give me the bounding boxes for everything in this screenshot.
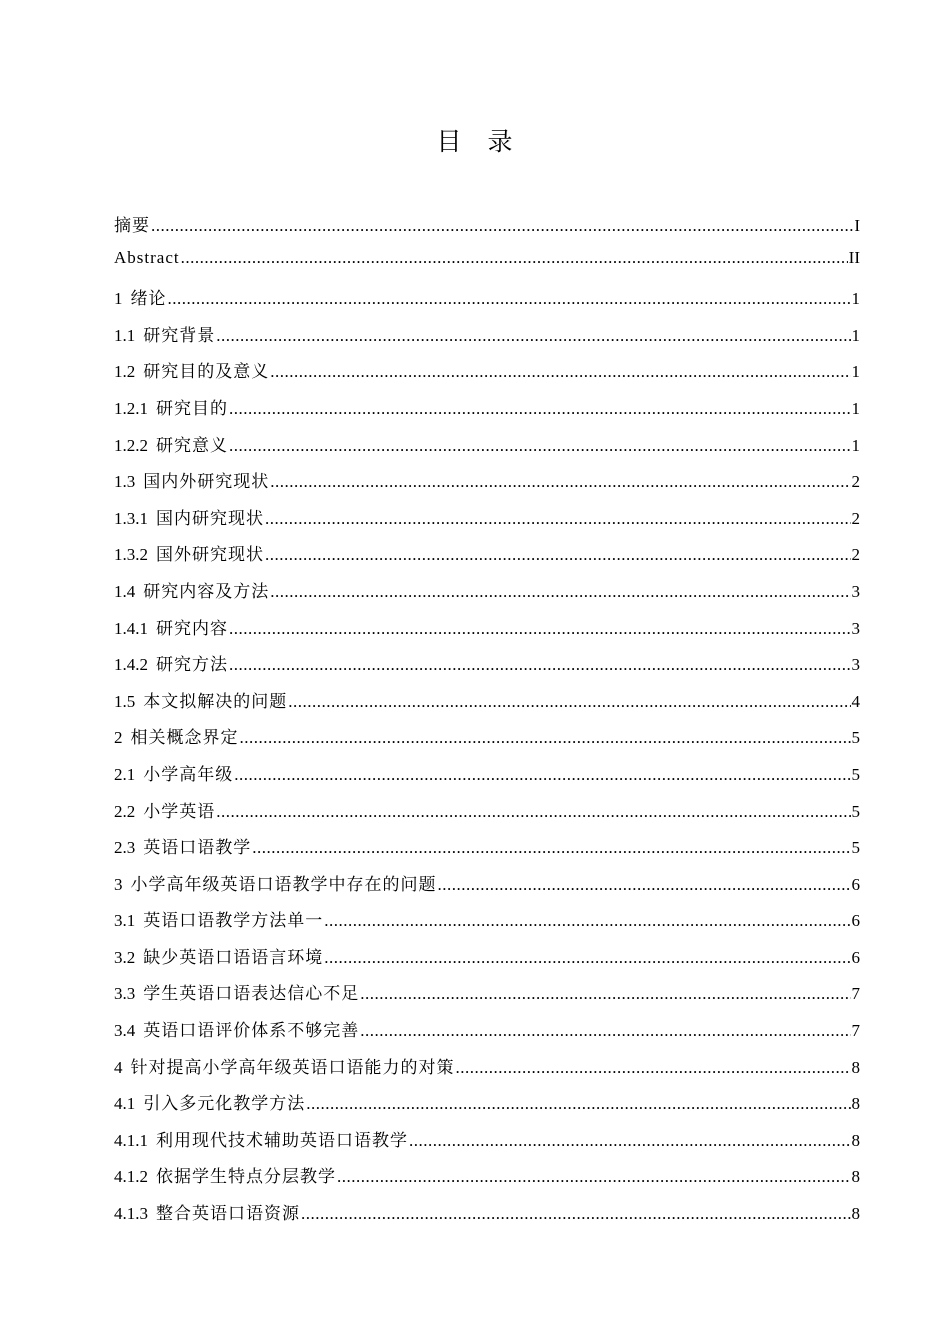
toc-entry-page: 6 [851, 947, 860, 967]
toc-entry-page: I [854, 216, 860, 235]
toc-entry-title: 研究目的 [156, 398, 228, 418]
dot-leader [265, 509, 851, 529]
toc-entry-page: 1 [851, 325, 860, 345]
toc-entry[interactable] [114, 870, 860, 907]
toc-entry[interactable] [114, 906, 860, 943]
toc-entry[interactable] [114, 797, 860, 834]
dot-leader [409, 1131, 851, 1151]
toc-entry-page: 2 [851, 545, 860, 565]
dot-leader [168, 289, 851, 309]
dot-leader [216, 326, 850, 346]
toc-entry-number: 3 [114, 874, 123, 894]
dot-leader [456, 1058, 851, 1078]
toc-entry[interactable] [114, 357, 860, 394]
toc-entry-page: 5 [851, 764, 860, 784]
dot-leader [288, 692, 850, 712]
toc-entry-title: 相关概念界定 [130, 728, 239, 748]
toc-entry-title: 小学高年级 [143, 764, 234, 784]
dot-leader [360, 1021, 850, 1041]
toc-entry[interactable] [114, 1126, 860, 1163]
toc-entry[interactable] [114, 979, 860, 1016]
toc-entry[interactable] [114, 504, 860, 541]
toc-entry-number: 1.4 [114, 581, 136, 601]
table-of-contents [114, 211, 860, 1236]
dot-leader [229, 399, 851, 419]
toc-entry-number: 4.1.3 [114, 1204, 148, 1224]
toc-entry[interactable] [114, 211, 860, 248]
dot-leader [301, 1204, 851, 1224]
toc-entry-page: 8 [851, 1130, 860, 1150]
toc-entry[interactable] [114, 1199, 860, 1236]
toc-entry-number: 1.3.1 [114, 508, 148, 528]
toc-entry-title: 英语口语教学方法单一 [143, 911, 324, 931]
toc-entry-page: 7 [851, 984, 860, 1004]
toc-entry-number: 4.1.1 [114, 1130, 148, 1150]
toc-entry-title: 整合英语口语资源 [156, 1204, 300, 1224]
toc-entry-number: 2 [114, 728, 123, 748]
toc-entry[interactable] [114, 467, 860, 504]
dot-leader [234, 765, 850, 785]
toc-entry-number: 1.3.2 [114, 545, 148, 565]
dot-leader [151, 216, 853, 236]
toc-entry-page: 8 [851, 1057, 860, 1077]
toc-entry-number: 1.3 [114, 472, 136, 492]
toc-entry-page: 1 [851, 398, 860, 418]
toc-entry-title: 国外研究现状 [156, 545, 264, 565]
toc-entry[interactable] [114, 284, 860, 321]
toc-entry-page: 8 [851, 1094, 860, 1114]
dot-leader [324, 948, 850, 968]
toc-entry-title: 绪论 [130, 289, 167, 309]
toc-entry-page: 7 [851, 1021, 860, 1041]
toc-entry[interactable] [114, 1162, 860, 1199]
toc-entry-title: 摘要 [114, 216, 150, 235]
toc-entry-title: 研究内容及方法 [143, 581, 270, 601]
toc-entry-title: 国内研究现状 [156, 508, 264, 528]
toc-entry-page: II [848, 247, 860, 267]
toc-entry-page: 3 [851, 618, 860, 638]
toc-entry[interactable] [114, 248, 860, 285]
toc-entry[interactable] [114, 394, 860, 431]
dot-leader [229, 655, 851, 675]
toc-entry[interactable] [114, 760, 860, 797]
toc-entry-title: 研究内容 [156, 618, 228, 638]
dot-leader [438, 875, 851, 895]
dot-leader [216, 802, 850, 822]
toc-title: 目录 [436, 127, 539, 156]
toc-entry-page: 1 [851, 435, 860, 455]
toc-entry[interactable] [114, 1016, 860, 1053]
toc-entry-number: 3.2 [114, 947, 136, 967]
toc-entry[interactable] [114, 833, 860, 870]
dot-leader [265, 545, 851, 565]
toc-entry-number: 1.2.2 [114, 435, 148, 455]
toc-entry-page: 8 [851, 1167, 860, 1187]
toc-entry[interactable] [114, 577, 860, 614]
toc-entry-title: 小学英语 [143, 801, 216, 821]
toc-entry-page: 5 [851, 801, 860, 821]
toc-entry[interactable] [114, 650, 860, 687]
dot-leader [270, 362, 850, 382]
dot-leader [270, 472, 850, 492]
toc-entry-title: 依据学生特点分层教学 [156, 1167, 336, 1187]
toc-entry-page: 1 [851, 289, 860, 309]
toc-entry-number: 1.2 [114, 362, 136, 382]
toc-entry-page: 6 [851, 874, 860, 894]
toc-entry-title: 英语口语教学 [143, 838, 252, 858]
toc-entry-page: 1 [851, 362, 860, 382]
dot-leader [181, 248, 848, 268]
dot-leader [240, 728, 851, 748]
toc-entry-title: 引入多元化教学方法 [143, 1094, 306, 1114]
toc-entry-page: 6 [851, 911, 860, 931]
toc-entry-page: 2 [851, 508, 860, 528]
toc-entry-number: 1.1 [114, 325, 136, 345]
toc-entry-number: 3.3 [114, 984, 136, 1004]
dot-leader [337, 1167, 851, 1187]
toc-entry-page: 3 [851, 581, 860, 601]
toc-entry-title: 本文拟解决的问题 [143, 691, 288, 711]
toc-entry-number: 1.2.1 [114, 398, 148, 418]
toc-entry[interactable] [114, 321, 860, 358]
dot-leader [270, 582, 850, 602]
dot-leader [252, 838, 850, 858]
toc-entry-number: 2.1 [114, 764, 136, 784]
toc-entry-page: 8 [851, 1204, 860, 1224]
toc-entry-title: Abstract [114, 247, 180, 267]
dot-leader [324, 911, 850, 931]
toc-entry-number: 1.5 [114, 691, 136, 711]
toc-entry[interactable] [114, 1053, 860, 1090]
toc-entry[interactable] [114, 540, 860, 577]
toc-entry-title: 研究方法 [156, 655, 228, 675]
toc-entry-title: 小学高年级英语口语教学中存在的问题 [130, 874, 437, 894]
toc-entry-page: 5 [851, 838, 860, 858]
toc-entry[interactable] [114, 687, 860, 724]
toc-entry-page: 4 [851, 691, 860, 711]
toc-entry-number: 2.3 [114, 838, 136, 858]
toc-entry[interactable] [114, 943, 860, 980]
dot-leader [306, 1094, 850, 1114]
toc-entry-title: 缺少英语口语语言环境 [143, 947, 324, 967]
toc-entry-number: 2.2 [114, 801, 136, 821]
toc-entry-number: 1 [114, 289, 123, 309]
toc-entry-number: 3.1 [114, 911, 136, 931]
toc-entry-page: 2 [851, 472, 860, 492]
toc-entry[interactable] [114, 431, 860, 468]
toc-entry-title: 利用现代技术辅助英语口语教学 [156, 1130, 408, 1150]
toc-entry-number: 1.4.2 [114, 655, 148, 675]
toc-entry-title: 学生英语口语表达信心不足 [143, 984, 360, 1004]
toc-entry-number: 4 [114, 1057, 123, 1077]
toc-entry-title: 国内外研究现状 [143, 472, 270, 492]
toc-entry-number: 1.4.1 [114, 618, 148, 638]
toc-entry-number: 3.4 [114, 1021, 136, 1041]
toc-entry-page: 3 [851, 655, 860, 675]
toc-entry[interactable] [114, 1089, 860, 1126]
dot-leader [229, 619, 851, 639]
toc-entry[interactable] [114, 614, 860, 651]
toc-entry-number: 4.1.2 [114, 1167, 148, 1187]
toc-entry-title: 研究意义 [156, 435, 228, 455]
toc-entry-title: 针对提高小学高年级英语口语能力的对策 [130, 1057, 455, 1077]
dot-leader [229, 436, 851, 456]
dot-leader [360, 984, 850, 1004]
toc-entry-number: 4.1 [114, 1094, 136, 1114]
toc-entry-title: 研究目的及意义 [143, 362, 270, 382]
toc-entry-title: 英语口语评价体系不够完善 [143, 1021, 360, 1041]
toc-entry-page: 5 [851, 728, 860, 748]
toc-entry[interactable] [114, 723, 860, 760]
toc-entry-title: 研究背景 [143, 325, 216, 345]
